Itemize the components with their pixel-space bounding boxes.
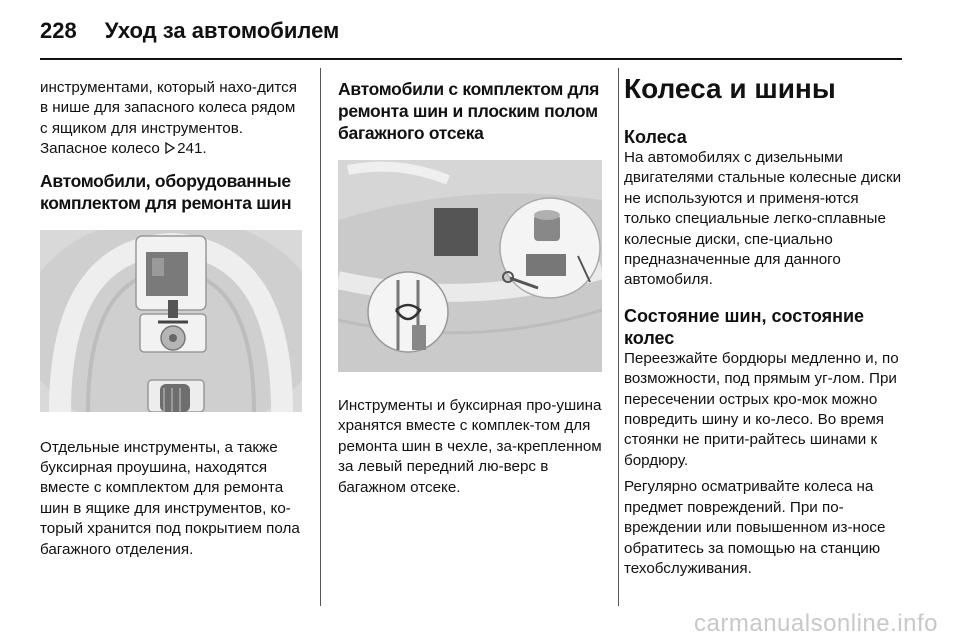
col1-caption: Отдельные инструменты, а также буксирная проушина, находятся вместе с комплектом для ремонта шин в ящике для инструментов, ко-торый хранится под покрытием пола багажного отделения. bbox=[40, 438, 300, 558]
col3-paragraph-2: Переезжайте бордюры медленно и, по возможности, под прямым уг-лом. При пересечении острых кро-мок можно повредить шину и ко-лесо. Во время стоянки не прити-райтесь шинами к бордюру. bbox=[624, 349, 899, 469]
header-rule bbox=[40, 58, 902, 60]
spare-wheel-well-illustration bbox=[40, 230, 302, 412]
col1-paragraph-text: инструментами, который нахо-дится в нише для запасного колеса рядом с ящиком для инструментов. Запасное колесо bbox=[40, 79, 297, 158]
arrow-reference-icon bbox=[165, 142, 175, 154]
col2-heading: Автомобили с комплектом для ремонта шин и плоским полом багажного отсека bbox=[338, 79, 600, 143]
section-title: Колеса и шины bbox=[624, 73, 836, 104]
column-2 bbox=[338, 68, 604, 498]
page-title: Уход за автомобилем bbox=[104, 18, 340, 43]
page-header bbox=[40, 14, 339, 48]
column-3 bbox=[624, 68, 904, 579]
column-divider-2 bbox=[618, 68, 619, 606]
subheading-tire-condition: Состояние шин, состояние колес bbox=[624, 305, 865, 348]
col3-paragraph-3: Регулярно осматривайте колеса на предмет повреждений. При по-вреждении или повышенном из-носе обратитесь за помощью на станцию техобслуживания. bbox=[624, 478, 886, 577]
col1-paragraph bbox=[40, 78, 306, 160]
watermark: carmanualsonline.info bbox=[694, 610, 938, 637]
col1-heading: Автомобили, оборудованные комплектом для ремонта шин bbox=[40, 170, 292, 213]
page-number: 228 bbox=[40, 18, 77, 43]
column-1 bbox=[40, 68, 306, 560]
trunk-tool-bag-illustration bbox=[338, 160, 602, 372]
column-divider-1 bbox=[320, 68, 321, 606]
col2-caption: Инструменты и буксирная про-ушина хранятся вместе с комплек-том для ремонта шин в чехле, за-крепленном за левый передний лю-верс в багажном отсеке. bbox=[338, 397, 602, 496]
col3-paragraph-1: На автомобилях с дизельными двигателями стальные колесные диски не используются и применя-ются только специальные легко-сплавные колесные диски, спе-циально предназначенные для данного автомобиля. bbox=[624, 149, 902, 289]
subheading-wheels: Колеса bbox=[624, 127, 687, 147]
col1-page-ref[interactable]: 241. bbox=[177, 140, 207, 158]
